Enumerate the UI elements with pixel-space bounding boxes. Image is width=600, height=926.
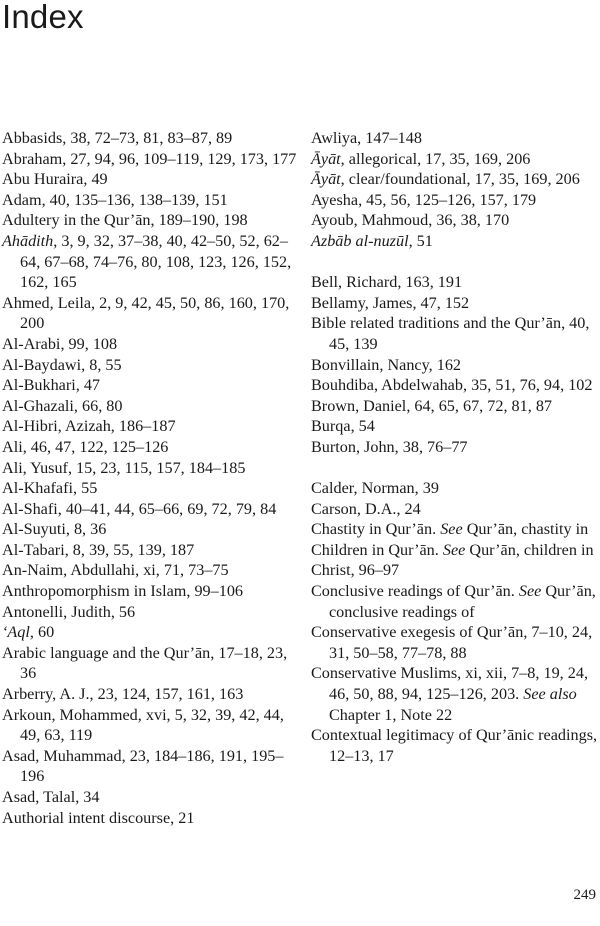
index-entry: Āyāt, allegorical, 17, 35, 169, 206 xyxy=(311,149,531,168)
letter-group-divider xyxy=(311,252,600,273)
index-entry: Asad, Muhammad, 23, 184–186, 191, 195–196 xyxy=(2,746,284,786)
index-entry: Al-Khafafi, 55 xyxy=(2,479,98,498)
index-entry: Al-Suyuti, 8, 36 xyxy=(2,520,107,539)
index-entry: Burton, John, 38, 76–77 xyxy=(311,437,468,456)
index-entry: Children in Qur’ān. See Qur’ān, children in xyxy=(311,540,594,559)
index-entry: Al-Hibri, Azizah, 186–187 xyxy=(2,417,176,436)
index-entry: Awliya, 147–148 xyxy=(311,129,422,147)
index-entry: Ayesha, 45, 56, 125–126, 157, 179 xyxy=(311,190,537,209)
index-entry: Ahādith, 3, 9, 32, 37–38, 40, 42–50, 52, 62–64, 67–68, 74–76, 80, 108, 123, 126, 152, 162, 165 xyxy=(2,231,292,292)
index-entry: Āyāt, clear/foundational, 17, 35, 169, 206 xyxy=(311,170,580,189)
index-entry: Ali, 46, 47, 122, 125–126 xyxy=(2,437,169,456)
index-entry: ‘Aql, 60 xyxy=(2,623,55,642)
index-entry: Al-Baydawi, 8, 55 xyxy=(2,355,122,374)
index-entry: Abbasids, 38, 72–73, 81, 83–87, 89 xyxy=(2,129,233,147)
index-entry: Conclusive readings of Qur’ān. See Qur’ān, conclusive readings of xyxy=(311,582,596,621)
index-entry: Burqa, 54 xyxy=(311,417,375,436)
index-entry: Anthropomorphism in Islam, 99–106 xyxy=(2,582,244,601)
index-entry: Conservative Muslims, xi, xii, 7–8, 19, 24, 46, 50, 88, 94, 125–126, 203. See also Chapter 1, Note 22 xyxy=(311,664,588,724)
index-entry: Bell, Richard, 163, 191 xyxy=(311,273,463,292)
index-entry: Authorial intent discourse, 21 xyxy=(2,808,195,827)
index-entry: Ali, Yusuf, 15, 23, 115, 157, 184–185 xyxy=(2,458,246,477)
index-entry: Bible related traditions and the Qur’ān, 40, 45, 139 xyxy=(311,314,590,353)
index-entry: Arabic language and the Qur’ān, 17–18, 23, 36 xyxy=(2,643,288,683)
index-entry: Al-Ghazali, 66, 80 xyxy=(2,396,123,415)
index-entry: Adultery in the Qur’ān, 189–190, 198 xyxy=(2,211,248,230)
index-entry: Al-Tabari, 8, 39, 55, 139, 187 xyxy=(2,540,195,559)
index-entry: Christ, 96–97 xyxy=(311,561,400,580)
index-entry: Abu Huraira, 49 xyxy=(2,170,108,189)
index-entry: Arberry, A. J., 23, 124, 157, 161, 163 xyxy=(2,685,244,704)
index-entry: Calder, Norman, 39 xyxy=(311,479,439,498)
index-entry: Bellamy, James, 47, 152 xyxy=(311,293,470,312)
index-entry: Antonelli, Judith, 56 xyxy=(2,602,136,621)
index-entry: Conservative exegesis of Qur’ān, 7–10, 24, 31, 50–58, 77–78, 88 xyxy=(311,623,593,662)
index-entry: Arkoun, Mohammed, xvi, 5, 32, 39, 42, 44, 49, 63, 119 xyxy=(2,705,284,745)
index-entry: Bouhdiba, Abdelwahab, 35, 51, 76, 94, 102 xyxy=(311,376,593,395)
index-entry: Asad, Talal, 34 xyxy=(2,788,100,806)
index-entry: Al-Arabi, 99, 108 xyxy=(2,334,118,353)
index-entry: Ayoub, Mahmoud, 36, 38, 170 xyxy=(311,211,510,230)
index-entry: Contextual legitimacy of Qur’ānic readings, 12–13, 17 xyxy=(311,726,598,765)
index-entry: Adam, 40, 135–136, 138–139, 151 xyxy=(2,190,228,209)
page-number: 249 xyxy=(573,887,596,903)
letter-group-divider xyxy=(311,458,600,479)
index-entry: Al-Shafi, 40–41, 44, 65–66, 69, 72, 79, 84 xyxy=(2,499,277,518)
index-column-right xyxy=(311,128,600,766)
index-entry: Bonvillain, Nancy, 162 xyxy=(311,355,462,374)
index-entry: Carson, D.A., 24 xyxy=(311,499,421,518)
index-entry: Ahmed, Leila, 2, 9, 42, 45, 50, 86, 160, 170, 200 xyxy=(2,293,290,333)
index-entry: Al-Bukhari, 47 xyxy=(2,376,101,395)
page-title: Index xyxy=(2,0,84,35)
index-entry: Azbāb al-nuzūl, 51 xyxy=(311,231,433,250)
index-entry: An-Naim, Abdullahi, xi, 71, 73–75 xyxy=(2,561,229,580)
index-entry: Chastity in Qur’ān. See Qur’ān, chastity in xyxy=(311,520,589,539)
index-column-left xyxy=(2,128,298,828)
index-entry: Brown, Daniel, 64, 65, 67, 72, 81, 87 xyxy=(311,396,552,415)
index-entry: Abraham, 27, 94, 96, 109–119, 129, 173, 177 xyxy=(2,149,297,168)
